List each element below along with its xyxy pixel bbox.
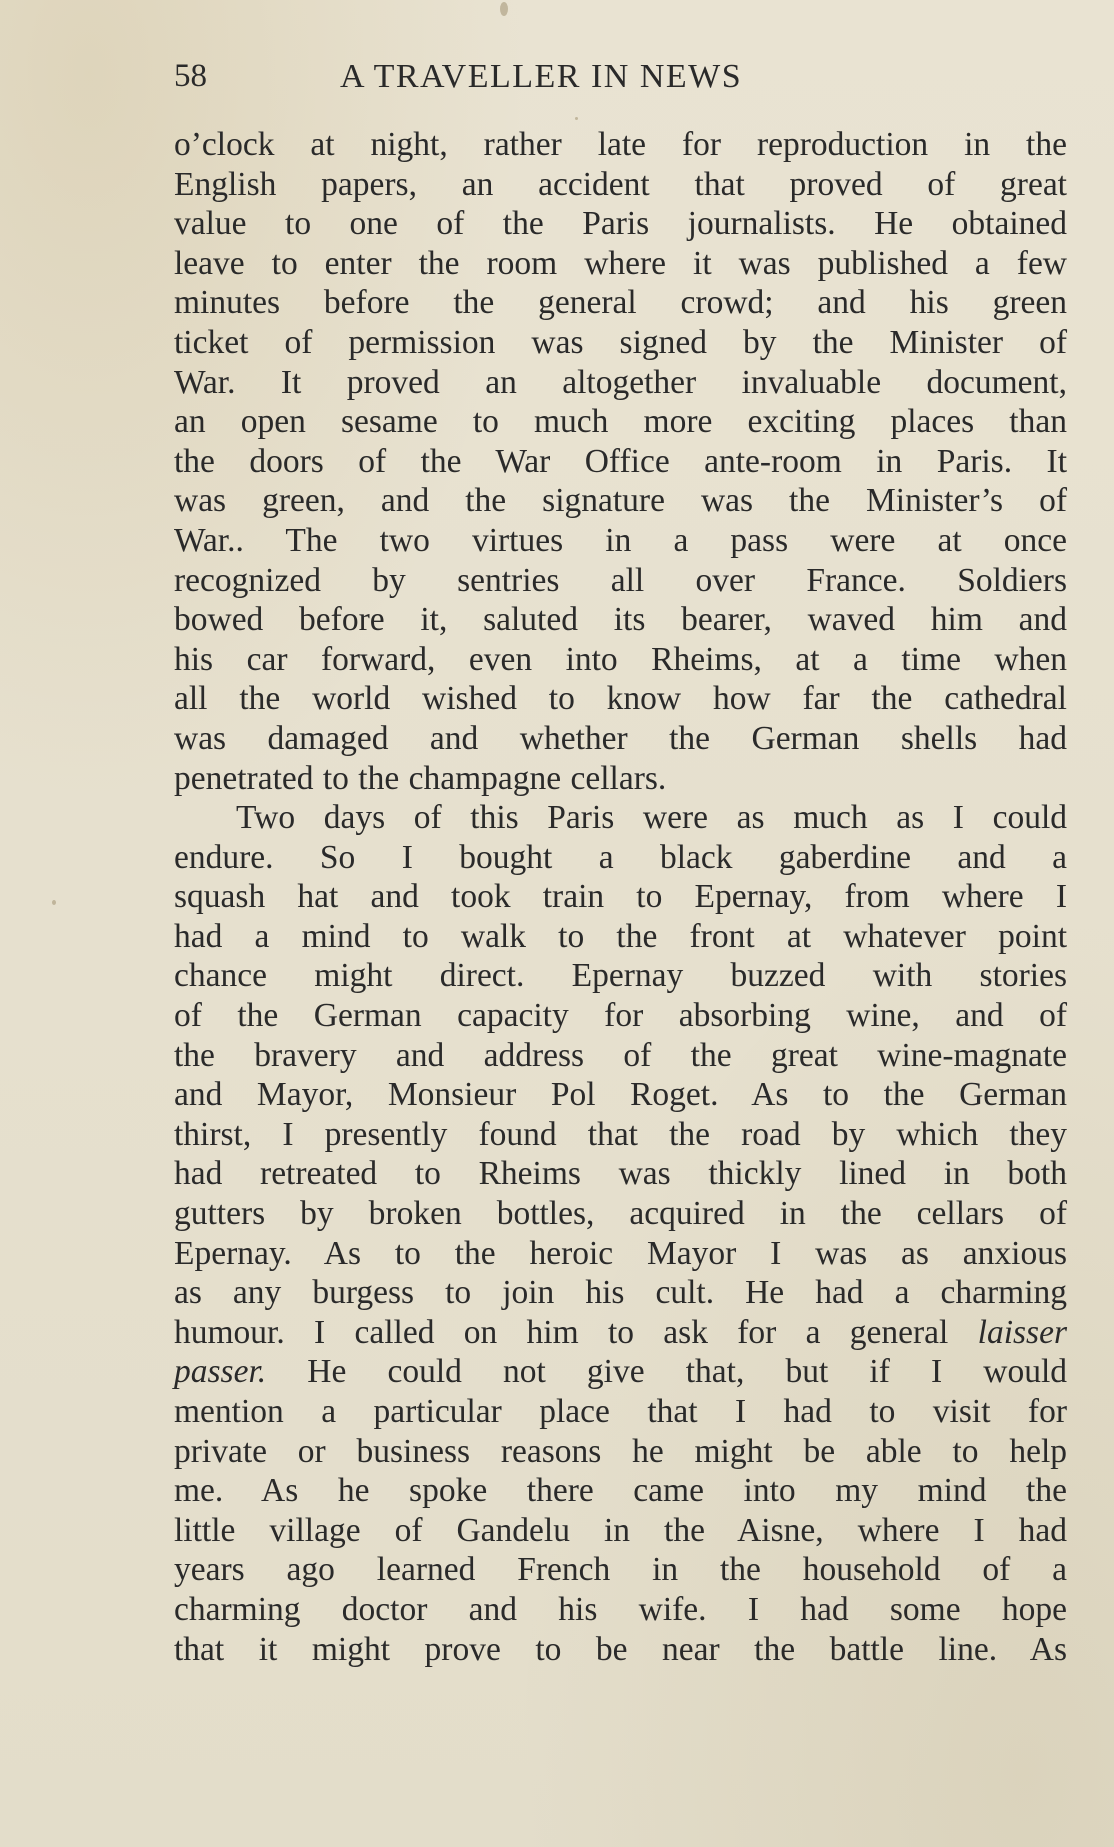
text-line: Epernay. As to the heroic Mayor I was as anxious: [174, 1234, 1067, 1272]
text-line: War. It proved an altogether invaluable document,: [174, 363, 1067, 401]
running-head: [174, 52, 1067, 102]
text-line-part: He could not give that, but if I would: [307, 1353, 1067, 1391]
text-line: me. As he spoke there came into my mind the: [174, 1472, 1067, 1510]
text-line: English papers, an accident that proved of great: [174, 165, 1067, 203]
text-line: as any burgess to join his cult. He had a charming: [174, 1274, 1067, 1312]
text-line: was green, and the signature was the Minister’s of: [174, 482, 1067, 520]
text-line: years ago learned French in the household of a: [174, 1551, 1067, 1589]
text-line: and Mayor, Monsieur Pol Roget. As to the German: [174, 1076, 1067, 1114]
body-text: [174, 126, 1067, 1670]
text-line: [174, 1314, 1067, 1354]
text-line: leave to enter the room where it was published a few: [174, 244, 1067, 282]
page-number: 58: [174, 58, 207, 94]
text-line: gutters by broken bottles, acquired in the cellars of: [174, 1195, 1067, 1233]
text-line: ticket of permission was signed by the Minister of: [174, 323, 1067, 361]
text-line: of the German capacity for absorbing wine, and of: [174, 997, 1067, 1035]
text-line: value to one of the Paris journalists. He obtained: [174, 205, 1067, 243]
text-line-part: humour. I called on him to ask for a general: [174, 1313, 949, 1351]
text-line: little village of Gandelu in the Aisne, where I had: [174, 1511, 1067, 1549]
running-title: A TRAVELLER IN NEWS: [340, 58, 743, 95]
paragraph-start-line: Two days of this Paris were as much as I could: [236, 799, 1067, 837]
text-line: War.. The two virtues in a pass were at once: [174, 521, 1067, 559]
text-line: had a mind to walk to the front at whatever point: [174, 917, 1067, 955]
text-line: [174, 1353, 1067, 1393]
text-line: bowed before it, saluted its bearer, waved him and: [174, 601, 1067, 639]
text-line: thirst, I presently found that the road by which they: [174, 1115, 1067, 1153]
italic-phrase: laisser: [977, 1313, 1067, 1351]
paper-speck: [575, 117, 578, 120]
text-line: all the world wished to know how far the cathedral: [174, 680, 1067, 718]
text-line: o’clock at night, rather late for reproduction in the: [174, 126, 1067, 163]
paragraph-end-line: penetrated to the champagne cellars.: [174, 759, 667, 797]
paper-speck: [52, 900, 56, 905]
text-line: an open sesame to much more exciting places than: [174, 403, 1067, 441]
text-line: that it might prove to be near the battle line. As: [174, 1630, 1067, 1668]
paper-speck: [500, 2, 508, 16]
text-line: chance might direct. Epernay buzzed with stories: [174, 957, 1067, 995]
text-line: the bravery and address of the great wine-magnate: [174, 1036, 1067, 1074]
text-line: endure. So I bought a black gaberdine and a: [174, 838, 1067, 876]
text-line: charming doctor and his wife. I had some hope: [174, 1590, 1067, 1628]
text-line: recognized by sentries all over France. Soldiers: [174, 561, 1067, 599]
italic-phrase: passer.: [174, 1353, 267, 1391]
text-line: minutes before the general crowd; and his green: [174, 284, 1067, 322]
text-line: squash hat and took train to Epernay, from where I: [174, 878, 1067, 916]
text-line: his car forward, even into Rheims, at a time when: [174, 640, 1067, 678]
text-line: private or business reasons he might be able to help: [174, 1432, 1067, 1470]
text-line: was damaged and whether the German shells had: [174, 719, 1067, 757]
text-line: the doors of the War Office ante-room in Paris. It: [174, 442, 1067, 480]
text-line: had retreated to Rheims was thickly lined in both: [174, 1155, 1067, 1193]
text-line: mention a particular place that I had to visit for: [174, 1393, 1067, 1430]
